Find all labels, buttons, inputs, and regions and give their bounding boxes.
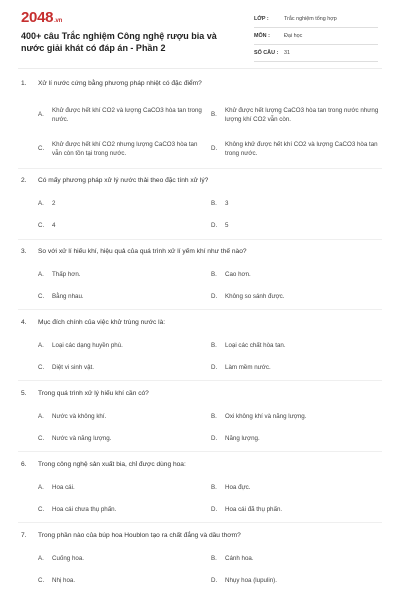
option-text: Khử được hết khí CO2 và lượng CaCO3 hòa tan trong nước.	[52, 107, 202, 123]
question-text: Mục đích chính của việc khử trùng nước là:	[38, 319, 166, 326]
option-c[interactable]	[38, 505, 198, 515]
question-number: 3.	[21, 248, 27, 255]
option-letter: A.	[38, 200, 44, 207]
option-d[interactable]	[211, 221, 371, 231]
option-b[interactable]	[211, 199, 371, 209]
option-letter: D.	[211, 145, 218, 152]
question-text: So với xử lí hiếu khí, hiệu quả của quá trình xử lí yếm khí như thế nào?	[38, 248, 247, 255]
option-c[interactable]	[38, 576, 198, 586]
question-text: Xử lí nước cứng bằng phương pháp nhiệt có đặc điểm?	[38, 80, 202, 87]
option-letter: D.	[211, 506, 218, 513]
option-text: 3	[225, 200, 229, 207]
option-b[interactable]	[211, 341, 371, 351]
option-c[interactable]	[38, 363, 198, 373]
site-logo[interactable]	[21, 9, 62, 26]
meta-subject-value: Đại học	[284, 33, 303, 39]
meta-class-label: LỚP :	[254, 16, 269, 22]
option-c[interactable]	[38, 292, 198, 302]
option-text: Khử được hết khí CO2 nhưng lượng CaCO3 hòa tan vẫn còn tồn tại trong nước.	[52, 141, 198, 157]
option-text: Hoa cái đã thụ phấn.	[225, 506, 283, 513]
option-text: Hoa cái.	[52, 484, 75, 491]
option-text: Hoa đực.	[225, 484, 251, 491]
question-number: 1.	[21, 80, 27, 87]
option-letter: A.	[38, 271, 44, 278]
question-number: 2.	[21, 177, 27, 184]
option-d[interactable]	[211, 434, 371, 444]
question-1	[0, 80, 400, 176]
option-b[interactable]	[211, 554, 371, 564]
option-b[interactable]	[211, 106, 381, 124]
option-a[interactable]	[38, 554, 198, 564]
option-a[interactable]	[38, 412, 198, 422]
option-letter: D.	[211, 435, 218, 442]
option-text: Hoa cái chưa thụ phấn.	[52, 506, 117, 513]
option-letter: A.	[38, 413, 44, 420]
option-text: Nhụy hoa (lupulin).	[225, 577, 277, 584]
option-text: Diệt vi sinh vật.	[52, 364, 94, 371]
meta-count-value: 31	[284, 50, 290, 56]
option-letter: B.	[211, 342, 217, 349]
option-text: Loại các chất hòa tan.	[225, 342, 286, 349]
logo-text: 2048	[21, 9, 54, 26]
option-a[interactable]	[38, 483, 198, 493]
question-text: Trong công nghệ sản xuất bia, chỉ được dùng hoa:	[38, 461, 186, 468]
option-b[interactable]	[211, 483, 371, 493]
option-text: 2	[52, 200, 56, 207]
option-a[interactable]	[38, 341, 198, 351]
question-7	[0, 532, 400, 592]
option-letter: C.	[38, 293, 45, 300]
option-text: Khử được hết lượng CaCO3 hòa tan trong nước nhưng lượng khí CO2 vẫn còn.	[225, 107, 379, 123]
question-text: Trong quá trình xử lý hiếu khí cần có?	[38, 390, 149, 397]
option-text: Oxi không khí và năng lượng.	[225, 413, 307, 420]
option-text: 4	[52, 222, 56, 229]
option-letter: B.	[211, 484, 217, 491]
option-a[interactable]	[38, 270, 198, 280]
question-title	[21, 177, 208, 184]
option-c[interactable]	[38, 140, 208, 158]
question-text: Trong phần nào của búp hoa Houblon tạo ra chất đắng và dầu thơm?	[38, 532, 241, 539]
question-title	[21, 319, 165, 326]
option-d[interactable]	[211, 576, 371, 586]
option-letter: B.	[211, 111, 217, 118]
question-title	[21, 532, 241, 539]
option-letter: D.	[211, 222, 218, 229]
option-letter: D.	[211, 364, 218, 371]
option-letter: C.	[38, 506, 45, 513]
option-d[interactable]	[211, 363, 371, 373]
option-d[interactable]	[211, 505, 371, 515]
option-letter: C.	[38, 435, 45, 442]
option-letter: B.	[211, 271, 217, 278]
option-text: Cánh hoa.	[225, 555, 254, 562]
option-letter: D.	[211, 293, 218, 300]
option-text: 5	[225, 222, 229, 229]
option-a[interactable]	[38, 199, 198, 209]
question-title	[21, 390, 149, 397]
document-meta	[254, 13, 378, 64]
question-divider	[18, 380, 382, 381]
question-divider	[18, 451, 382, 452]
meta-count-label: SỐ CÂU :	[254, 50, 279, 56]
meta-subject-row	[254, 30, 378, 45]
option-c[interactable]	[38, 221, 198, 231]
option-letter: B.	[211, 413, 217, 420]
question-title	[21, 248, 247, 255]
option-text: Nhị hoa.	[52, 577, 76, 584]
option-letter: A.	[38, 111, 44, 118]
question-3	[0, 248, 400, 308]
option-text: Nước và không khí.	[52, 413, 107, 420]
page-header	[0, 0, 400, 68]
question-number: 4.	[21, 319, 27, 326]
option-text: Làm mềm nước.	[225, 364, 271, 371]
question-divider	[18, 239, 382, 240]
logo-suffix: .vn	[54, 18, 62, 24]
question-divider	[18, 309, 382, 310]
option-a[interactable]	[38, 106, 203, 124]
option-letter: A.	[38, 342, 44, 349]
question-divider	[18, 522, 382, 523]
option-c[interactable]	[38, 434, 198, 444]
option-letter: D.	[211, 577, 218, 584]
option-letter: A.	[38, 555, 44, 562]
option-letter: C.	[38, 577, 45, 584]
option-text: Nước và năng lượng.	[52, 435, 112, 442]
question-number: 7.	[21, 532, 27, 539]
option-text: Không khử được hết khí CO2 và lượng CaCO3 hòa tan trong nước.	[225, 141, 378, 157]
option-b[interactable]	[211, 270, 371, 280]
option-letter: C.	[38, 364, 45, 371]
option-text: Năng lượng.	[225, 435, 260, 442]
question-divider	[18, 168, 382, 169]
option-text: Cuống hoa.	[52, 555, 84, 562]
question-4	[0, 319, 400, 379]
option-d[interactable]	[211, 140, 381, 158]
option-letter: B.	[211, 555, 217, 562]
question-number: 5.	[21, 390, 27, 397]
meta-subject-label: MÔN :	[254, 33, 270, 39]
option-text: Thấp hơn.	[52, 271, 81, 278]
option-text: Cao hơn.	[225, 271, 251, 278]
meta-class-value: Trắc nghiệm tổng hợp	[284, 16, 337, 22]
option-text: Bằng nhau.	[52, 293, 84, 300]
meta-class-row	[254, 13, 378, 28]
option-text: Loại các dạng huyền phù.	[52, 342, 123, 349]
option-letter: C.	[38, 222, 45, 229]
option-b[interactable]	[211, 412, 381, 422]
question-5	[0, 390, 400, 450]
option-text: Không so sánh được.	[225, 293, 285, 300]
question-number: 6.	[21, 461, 27, 468]
question-text: Có mấy phương pháp xử lý nước thải theo đặc tính xử lý?	[38, 177, 209, 184]
question-6	[0, 461, 400, 521]
option-d[interactable]	[211, 292, 371, 302]
meta-count-row	[254, 47, 378, 62]
document-title: 400+ câu Trắc nghiệm Công nghệ rượu bia và nước giải khát có đáp án - Phần 2	[21, 31, 217, 53]
option-letter: A.	[38, 484, 44, 491]
question-2	[0, 177, 400, 237]
question-title	[21, 80, 202, 87]
option-letter: B.	[211, 200, 217, 207]
question-title	[21, 461, 186, 468]
option-letter: C.	[38, 145, 45, 152]
header-divider	[18, 68, 382, 69]
